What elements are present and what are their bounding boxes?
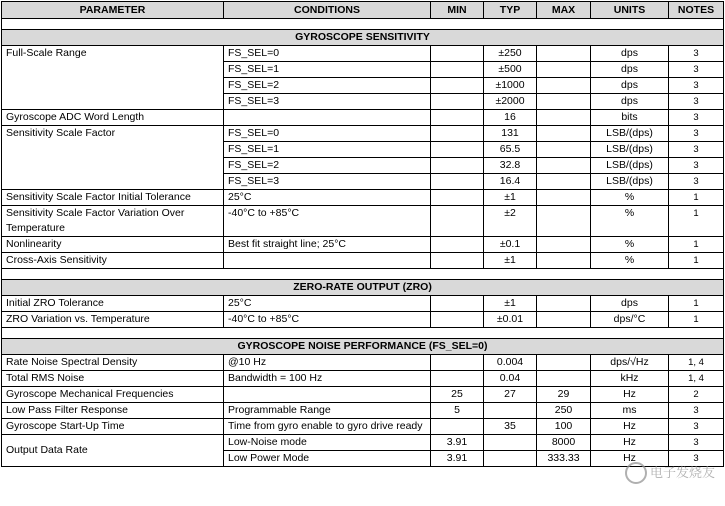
max-cell [537,253,591,269]
typ-cell: 0.04 [484,371,537,387]
units-cell: dps [591,62,669,78]
cond-cell: 25°C [224,190,431,206]
min-cell [431,190,484,206]
notes-cell: 3 [669,142,724,158]
table-row [2,403,724,419]
cond-cell: FS_SEL=1 [224,142,431,158]
cond-cell [224,253,431,269]
notes-cell: 1 [669,312,724,328]
max-cell [537,190,591,206]
min-cell [431,174,484,190]
notes-cell: 3 [669,419,724,435]
table-row [2,190,724,206]
max-cell: 8000 [537,435,591,451]
units-cell: dps/°C [591,312,669,328]
typ-cell: 35 [484,419,537,435]
units-cell: % [591,237,669,253]
section-title: ZERO-RATE OUTPUT (ZRO) [2,280,724,296]
cond-cell: Time from gyro enable to gyro drive ready [224,419,431,435]
cond-cell: Low-Noise mode [224,435,431,451]
min-cell [431,371,484,387]
typ-cell: ±1 [484,190,537,206]
notes-cell: 1 [669,296,724,312]
min-cell [431,46,484,62]
min-cell: 25 [431,387,484,403]
param-cell: Sensitivity Scale Factor Initial Tolerance [2,190,224,206]
param-cell: Gyroscope Start-Up Time [2,419,224,435]
cond-cell: FS_SEL=0 [224,126,431,142]
section-header-sensitivity [2,30,724,46]
units-cell: dps/√Hz [591,355,669,371]
max-cell [537,296,591,312]
table-row [2,419,724,435]
cond-cell [224,387,431,403]
units-cell: LSB/(dps) [591,158,669,174]
min-cell [431,237,484,253]
units-cell: Hz [591,419,669,435]
max-cell [537,237,591,253]
units-cell: Hz [591,451,669,467]
typ-cell: ±0.01 [484,312,537,328]
units-cell: LSB/(dps) [591,142,669,158]
units-cell: % [591,190,669,206]
min-cell [431,312,484,328]
max-cell [537,94,591,110]
col-header-min: MIN [431,2,484,19]
typ-cell: ±500 [484,62,537,78]
max-cell: 100 [537,419,591,435]
typ-cell: ±2 [484,206,537,237]
units-cell: dps [591,46,669,62]
typ-cell: ±2000 [484,94,537,110]
table-row [2,371,724,387]
watermark-text: 电子发烧友 [649,465,715,481]
min-cell [431,296,484,312]
param-cell: Rate Noise Spectral Density [2,355,224,371]
param-cell: Low Pass Filter Response [2,403,224,419]
notes-cell: 3 [669,174,724,190]
units-cell: LSB/(dps) [591,126,669,142]
min-cell [431,419,484,435]
cond-cell: FS_SEL=2 [224,158,431,174]
cond-cell: -40°C to +85°C [224,206,431,237]
notes-cell: 2 [669,387,724,403]
notes-cell: 1, 4 [669,371,724,387]
typ-cell: ±250 [484,46,537,62]
cond-cell: @10 Hz [224,355,431,371]
col-header-conditions: CONDITIONS [224,2,431,19]
max-cell [537,355,591,371]
typ-cell: ±1 [484,296,537,312]
notes-cell: 1 [669,253,724,269]
max-cell [537,78,591,94]
min-cell: 5 [431,403,484,419]
max-cell [537,158,591,174]
max-cell: 333.33 [537,451,591,467]
max-cell [537,126,591,142]
table-row [2,110,724,126]
col-header-units: UNITS [591,2,669,19]
units-cell: dps [591,78,669,94]
notes-cell: 3 [669,435,724,451]
units-cell: Hz [591,387,669,403]
table-row [2,312,724,328]
cond-cell: FS_SEL=1 [224,62,431,78]
units-cell: ms [591,403,669,419]
param-cell: Total RMS Noise [2,371,224,387]
typ-cell: ±1 [484,253,537,269]
min-cell: 3.91 [431,451,484,467]
notes-cell: 3 [669,62,724,78]
param-cell: Full-Scale Range [2,46,224,110]
units-cell: % [591,206,669,237]
table-row [2,387,724,403]
gyroscope-spec-table [1,1,724,467]
notes-cell: 1 [669,206,724,237]
min-cell [431,253,484,269]
typ-cell: 16.4 [484,174,537,190]
min-cell [431,110,484,126]
table-row [2,355,724,371]
max-cell: 29 [537,387,591,403]
notes-cell: 3 [669,451,724,467]
min-cell [431,206,484,237]
spacer-row [2,19,724,30]
min-cell [431,62,484,78]
units-cell: dps [591,94,669,110]
min-cell [431,142,484,158]
max-cell: 250 [537,403,591,419]
cond-cell: FS_SEL=3 [224,174,431,190]
typ-cell: 131 [484,126,537,142]
section-header-zro [2,280,724,296]
table-row [2,46,724,62]
col-header-parameter: PARAMETER [2,2,224,19]
typ-cell: 65.5 [484,142,537,158]
table-row [2,435,724,451]
param-cell: Sensitivity Scale Factor [2,126,224,190]
col-header-notes: NOTES [669,2,724,19]
typ-cell: 32.8 [484,158,537,174]
max-cell [537,371,591,387]
spacer-row [2,328,724,339]
typ-cell: ±1000 [484,78,537,94]
units-cell: Hz [591,435,669,451]
param-cell: Sensitivity Scale Factor Variation Over Temperature [2,206,224,237]
cond-cell: FS_SEL=3 [224,94,431,110]
cond-cell: Bandwidth = 100 Hz [224,371,431,387]
cond-cell: FS_SEL=0 [224,46,431,62]
param-cell: Cross-Axis Sensitivity [2,253,224,269]
notes-cell: 3 [669,158,724,174]
notes-cell: 3 [669,94,724,110]
cond-cell: 25°C [224,296,431,312]
typ-cell [484,435,537,451]
notes-cell: 3 [669,126,724,142]
cond-cell: Best fit straight line; 25°C [224,237,431,253]
section-title: GYROSCOPE NOISE PERFORMANCE (FS_SEL=0) [2,339,724,355]
max-cell [537,110,591,126]
notes-cell: 3 [669,46,724,62]
min-cell: 3.91 [431,435,484,451]
param-cell: Gyroscope ADC Word Length [2,110,224,126]
units-cell: bits [591,110,669,126]
min-cell [431,355,484,371]
min-cell [431,126,484,142]
table-row [2,237,724,253]
cond-cell: Low Power Mode [224,451,431,467]
min-cell [431,94,484,110]
typ-cell [484,451,537,467]
spacer-row [2,269,724,280]
typ-cell: 16 [484,110,537,126]
param-cell: ZRO Variation vs. Temperature [2,312,224,328]
param-cell: Nonlinearity [2,237,224,253]
max-cell [537,62,591,78]
notes-cell: 3 [669,403,724,419]
header-row [2,2,724,19]
notes-cell: 3 [669,110,724,126]
max-cell [537,46,591,62]
max-cell [537,174,591,190]
typ-cell: 27 [484,387,537,403]
notes-cell: 3 [669,78,724,94]
max-cell [537,312,591,328]
param-cell: Gyroscope Mechanical Frequencies [2,387,224,403]
units-cell: LSB/(dps) [591,174,669,190]
cond-cell: -40°C to +85°C [224,312,431,328]
notes-cell: 1 [669,237,724,253]
col-header-typ: TYP [484,2,537,19]
cond-cell: Programmable Range [224,403,431,419]
units-cell: kHz [591,371,669,387]
table-row [2,253,724,269]
min-cell [431,78,484,94]
typ-cell: 0.004 [484,355,537,371]
min-cell [431,158,484,174]
param-cell: Initial ZRO Tolerance [2,296,224,312]
cond-cell [224,110,431,126]
col-header-max: MAX [537,2,591,19]
table-row [2,206,724,237]
table-row [2,296,724,312]
section-title: GYROSCOPE SENSITIVITY [2,30,724,46]
typ-cell: ±0.1 [484,237,537,253]
section-header-noise [2,339,724,355]
max-cell [537,206,591,237]
param-cell: Output Data Rate [2,435,224,467]
units-cell: dps [591,296,669,312]
max-cell [537,142,591,158]
cond-cell: FS_SEL=2 [224,78,431,94]
notes-cell: 1 [669,190,724,206]
table-row [2,126,724,142]
notes-cell: 1, 4 [669,355,724,371]
units-cell: % [591,253,669,269]
typ-cell [484,403,537,419]
